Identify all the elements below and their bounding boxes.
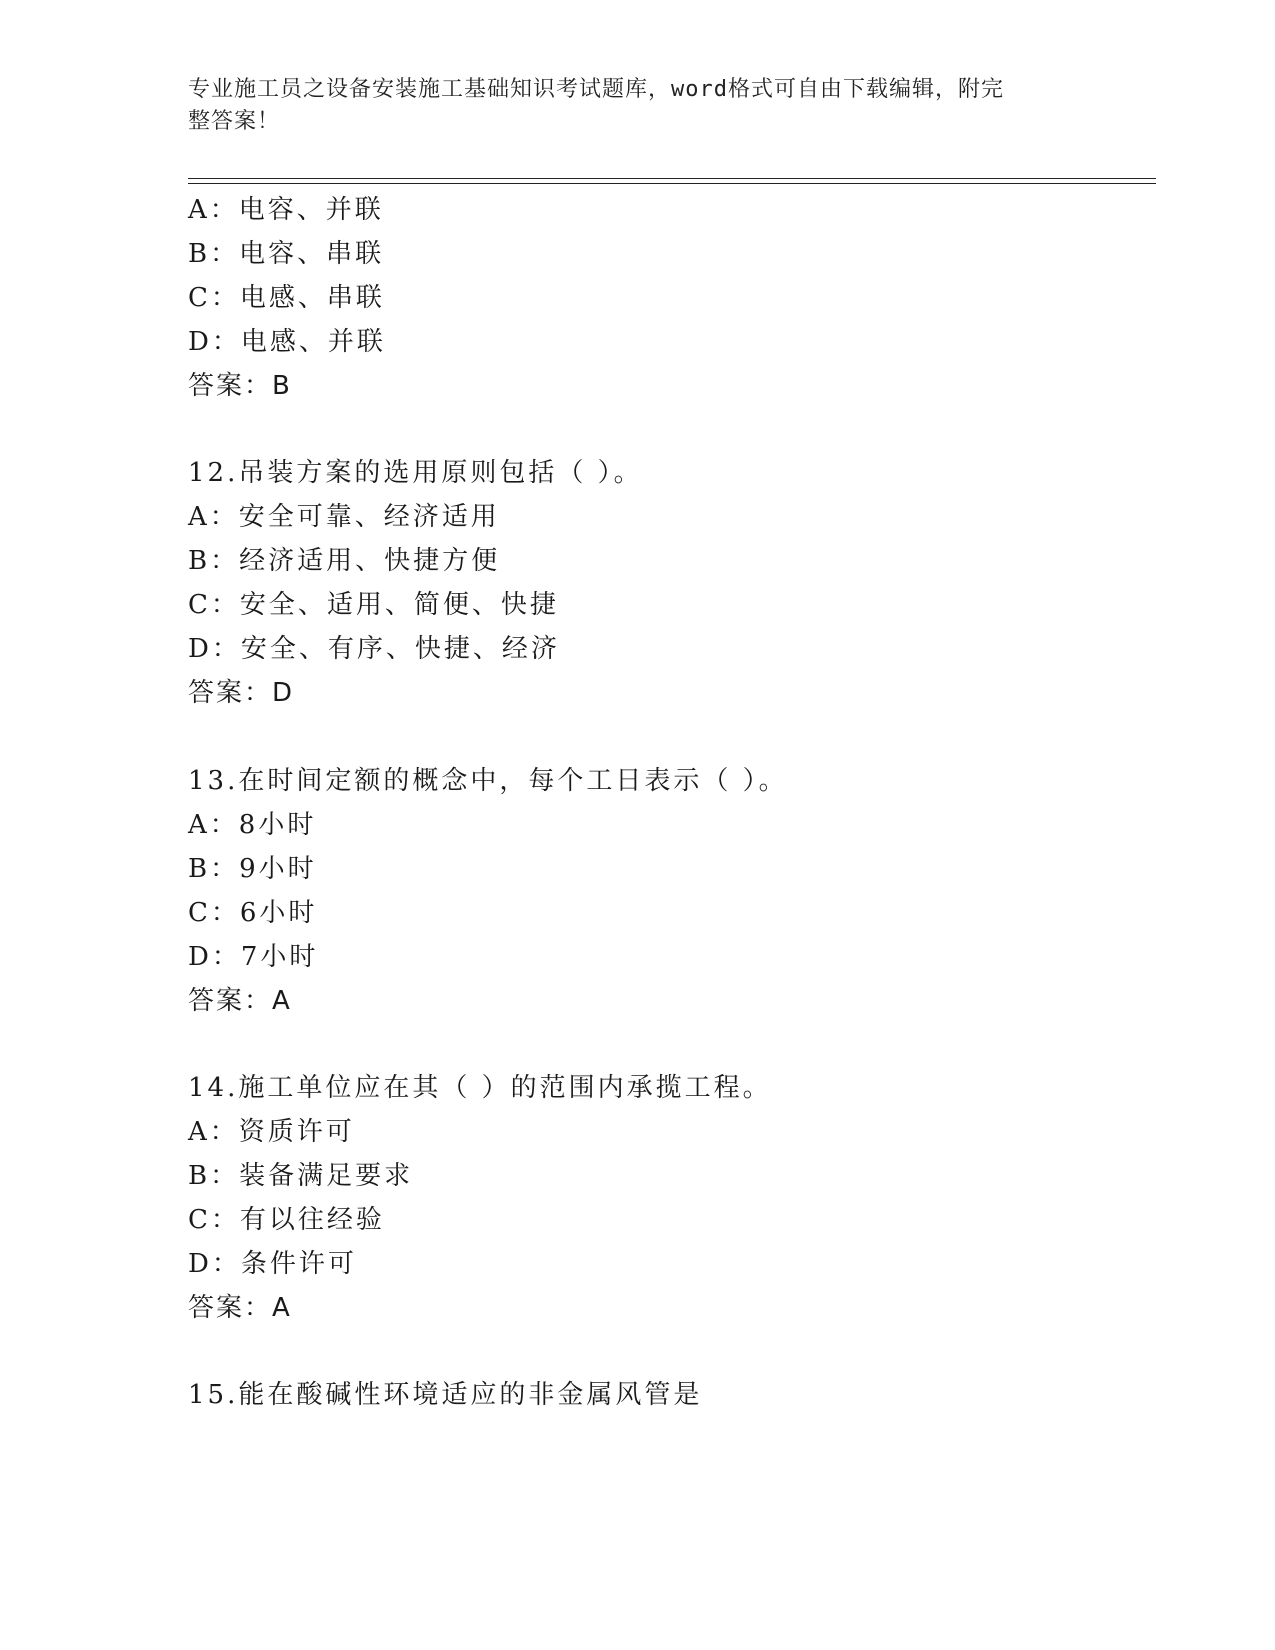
q13-option-b: B：9小时 — [188, 854, 317, 884]
q13-option-d: D：7小时 — [188, 942, 319, 972]
header-divider-bottom — [188, 183, 1156, 184]
q12-question: 12.吊装方案的选用原则包括（ ）。 — [188, 458, 643, 488]
q11-option-c: C：电感、串联 — [188, 283, 385, 313]
q15-question: 15.能在酸碱性环境适应的非金属风管是 — [188, 1380, 703, 1410]
q12-answer: 答案：D — [188, 678, 295, 708]
header-line-2: 整答案！ — [188, 109, 281, 134]
q13-option-a: A：8小时 — [188, 810, 317, 840]
q13-question: 13.在时间定额的概念中，每个工日表示（ ）。 — [188, 766, 788, 796]
q14-option-c: C：有以往经验 — [188, 1205, 385, 1235]
q14-option-b: B：装备满足要求 — [188, 1161, 414, 1191]
q11-answer: 答案：B — [188, 371, 292, 401]
q11-option-a: A：电容、并联 — [188, 195, 384, 225]
q14-option-d: D：条件许可 — [188, 1249, 357, 1279]
q14-option-a: A：资质许可 — [188, 1117, 355, 1147]
header-divider-top — [188, 178, 1156, 179]
q13-option-c: C：6小时 — [188, 898, 318, 928]
q12-option-b: B：经济适用、快捷方便 — [188, 546, 501, 576]
document-header — [188, 74, 1088, 138]
q14-answer: 答案：A — [188, 1293, 292, 1323]
q12-option-d: D：安全、有序、快捷、经济 — [188, 634, 560, 664]
q12-option-c: C：安全、适用、简便、快捷 — [188, 590, 559, 620]
q11-option-d: D：电感、并联 — [188, 327, 386, 357]
q14-question: 14.施工单位应在其（ ）的范围内承揽工程。 — [188, 1073, 772, 1103]
q13-answer: 答案：A — [188, 986, 292, 1016]
q12-option-a: A：安全可靠、经济适用 — [188, 502, 500, 532]
header-line-1: 专业施工员之设备安装施工基础知识考试题库，word格式可自由下载编辑，附完 — [188, 77, 1004, 102]
q11-option-b: B：电容、串联 — [188, 239, 385, 269]
